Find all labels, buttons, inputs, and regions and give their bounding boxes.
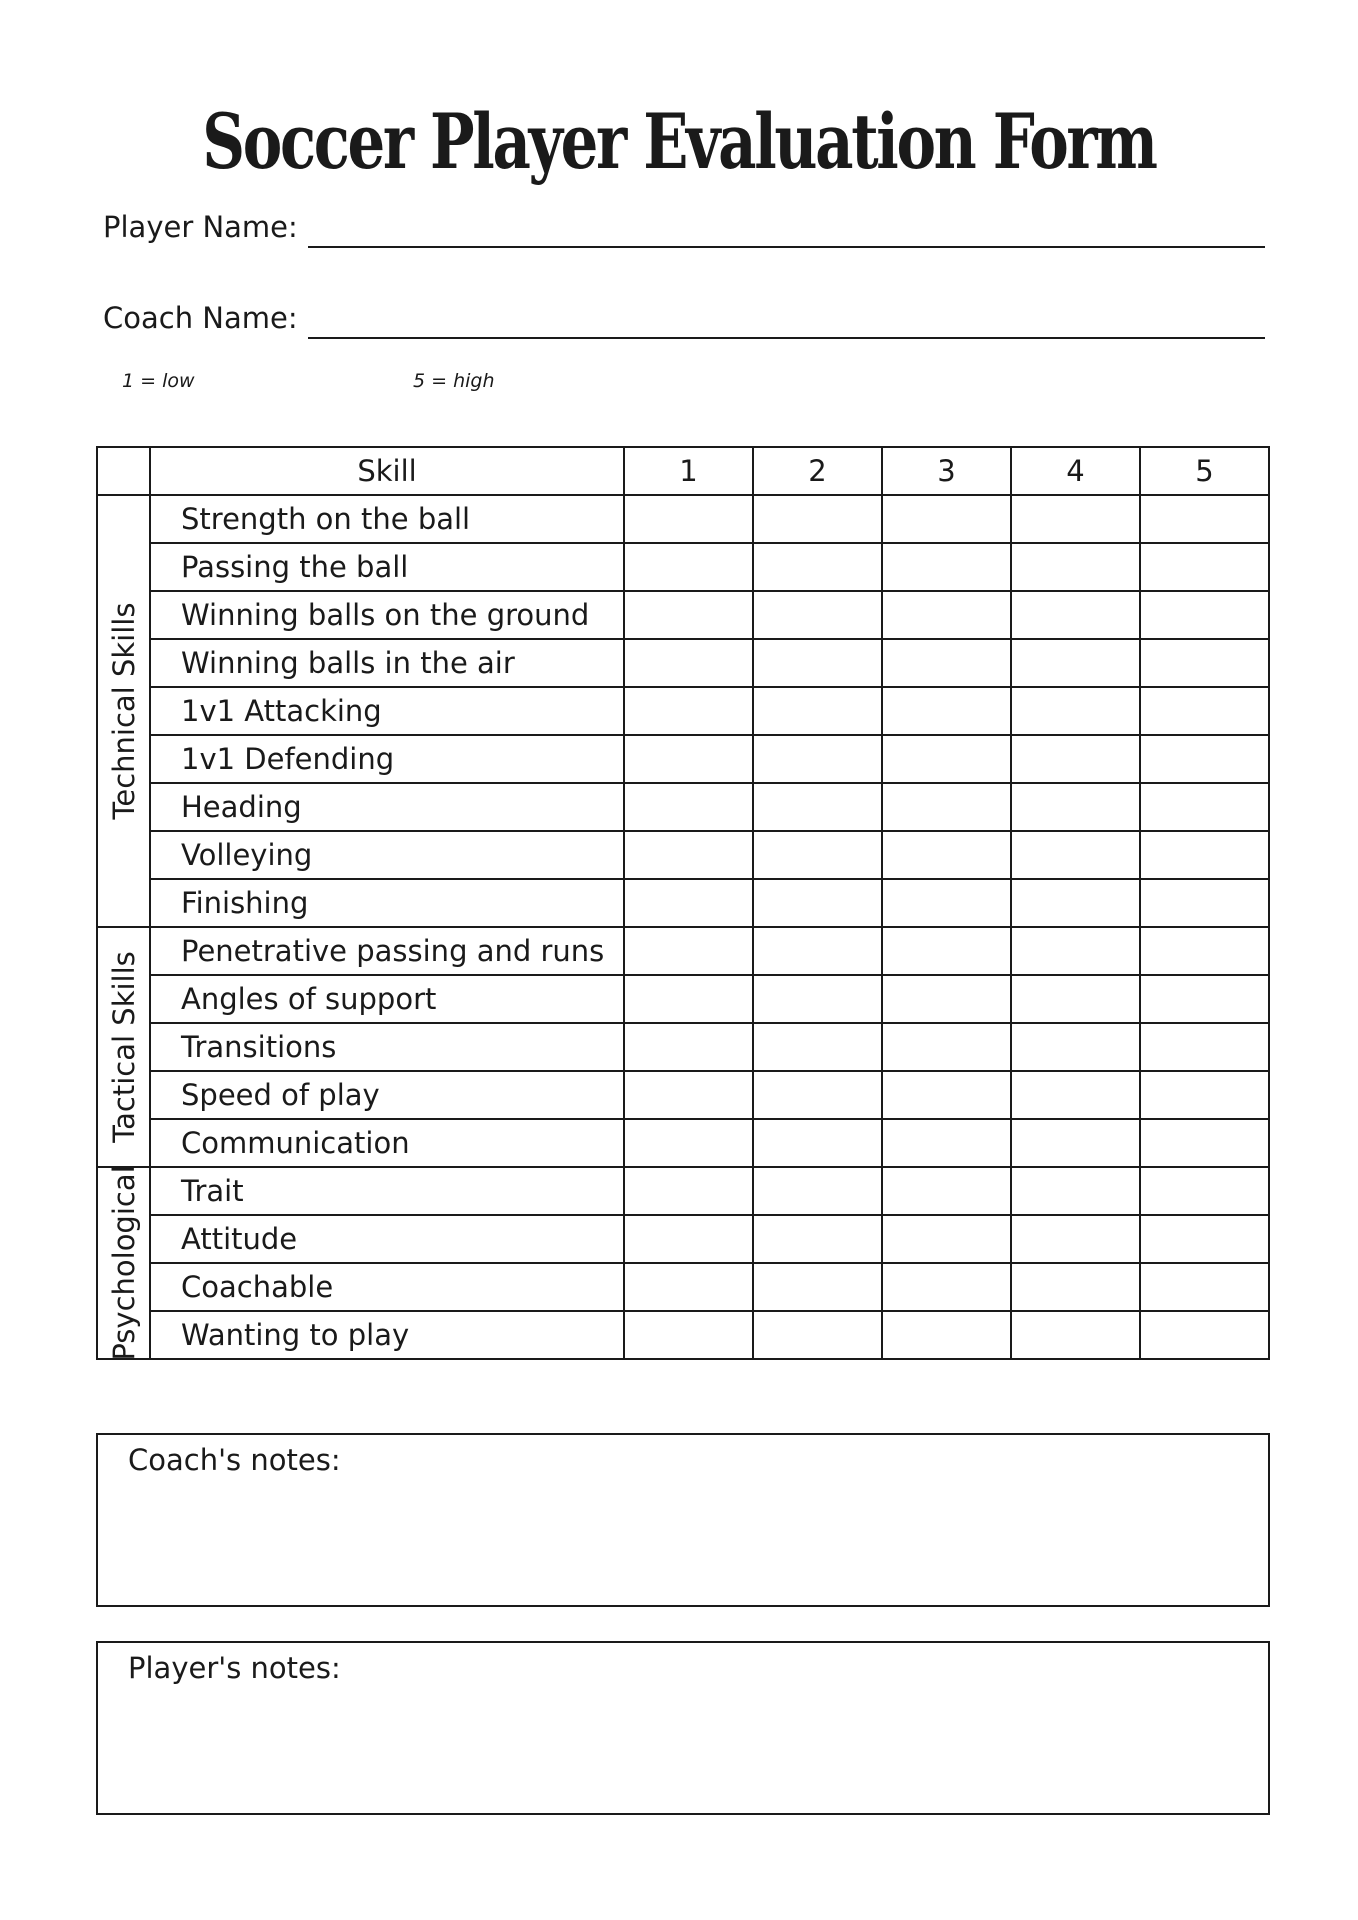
rating-cell[interactable] <box>1011 1071 1140 1119</box>
rating-cell[interactable] <box>1140 591 1269 639</box>
table-row <box>97 1263 1269 1311</box>
rating-cell[interactable] <box>1011 975 1140 1023</box>
rating-cell[interactable] <box>1011 1311 1140 1359</box>
rating-cell[interactable] <box>882 1167 1011 1215</box>
rating-cell[interactable] <box>753 735 882 783</box>
rating-cell[interactable] <box>624 1311 753 1359</box>
rating-cell[interactable] <box>1140 495 1269 543</box>
skill-name-cell: Heading <box>150 783 624 831</box>
rating-cell[interactable] <box>1011 591 1140 639</box>
rating-cell[interactable] <box>624 1119 753 1167</box>
table-row <box>97 1311 1269 1359</box>
rating-cell[interactable] <box>624 1071 753 1119</box>
page-title: Soccer Player Evaluation Form <box>202 97 1156 186</box>
rating-cell[interactable] <box>1011 1023 1140 1071</box>
rating-cell[interactable] <box>1011 879 1140 927</box>
table-row <box>97 639 1269 687</box>
coach-notes-label: Coach's notes: <box>128 1443 341 1477</box>
player-name-field <box>103 198 1265 248</box>
rating-cell[interactable] <box>1140 687 1269 735</box>
rating-cell[interactable] <box>882 1023 1011 1071</box>
rating-cell[interactable] <box>882 1071 1011 1119</box>
rating-cell[interactable] <box>882 495 1011 543</box>
rating-cell[interactable] <box>1011 1119 1140 1167</box>
table-row <box>97 1119 1269 1167</box>
coach-name-field <box>103 289 1265 339</box>
rating-cell[interactable] <box>882 1215 1011 1263</box>
table-row <box>97 687 1269 735</box>
rating-cell[interactable] <box>1140 975 1269 1023</box>
rating-cell[interactable] <box>753 1167 882 1215</box>
evaluation-table <box>96 446 1270 1360</box>
rating-cell[interactable] <box>882 543 1011 591</box>
rating-cell[interactable] <box>624 735 753 783</box>
rating-column-header: 2 <box>753 447 882 495</box>
rating-cell[interactable] <box>753 639 882 687</box>
skill-name-cell: Angles of support <box>150 975 624 1023</box>
rating-cell[interactable] <box>624 1023 753 1071</box>
skill-name-cell: Coachable <box>150 1263 624 1311</box>
rating-cell[interactable] <box>1011 783 1140 831</box>
rating-cell[interactable] <box>624 495 753 543</box>
table-row <box>97 831 1269 879</box>
rating-cell[interactable] <box>753 495 882 543</box>
skill-name-cell: Speed of play <box>150 1071 624 1119</box>
rating-cell[interactable] <box>753 687 882 735</box>
rating-cell[interactable] <box>882 687 1011 735</box>
rating-cell[interactable] <box>1011 735 1140 783</box>
rating-cell[interactable] <box>624 783 753 831</box>
rating-cell[interactable] <box>1140 1215 1269 1263</box>
table-row <box>97 495 1269 543</box>
skill-column-header: Skill <box>150 447 624 495</box>
rating-cell[interactable] <box>882 927 1011 975</box>
rating-cell[interactable] <box>624 1167 753 1215</box>
rating-cell[interactable] <box>753 591 882 639</box>
rating-cell[interactable] <box>1140 1119 1269 1167</box>
skill-name-cell: Penetrative passing and runs <box>150 927 624 975</box>
skill-name-cell: Finishing <box>150 879 624 927</box>
rating-cell[interactable] <box>624 831 753 879</box>
skill-group-cell <box>97 1167 150 1359</box>
rating-cell[interactable] <box>753 1119 882 1167</box>
rating-cell[interactable] <box>882 975 1011 1023</box>
table-row <box>97 927 1269 975</box>
rating-cell[interactable] <box>1140 1263 1269 1311</box>
table-row <box>97 1167 1269 1215</box>
table-row <box>97 591 1269 639</box>
rating-cell[interactable] <box>1140 543 1269 591</box>
rating-cell[interactable] <box>624 591 753 639</box>
rating-cell[interactable] <box>1011 927 1140 975</box>
rating-cell[interactable] <box>624 879 753 927</box>
rating-cell[interactable] <box>753 975 882 1023</box>
player-notes-label: Player's notes: <box>128 1651 341 1685</box>
rating-cell[interactable] <box>882 1311 1011 1359</box>
rating-cell[interactable] <box>1011 543 1140 591</box>
table-row <box>97 975 1269 1023</box>
scale-high-legend: 5 = high <box>413 370 495 392</box>
skill-name-cell: Communication <box>150 1119 624 1167</box>
table-row <box>97 735 1269 783</box>
rating-cell[interactable] <box>1011 639 1140 687</box>
rating-cell[interactable] <box>624 1215 753 1263</box>
rating-cell[interactable] <box>624 1263 753 1311</box>
scale-low-legend: 1 = low <box>122 370 195 392</box>
player-name-label: Player Name: <box>103 210 298 244</box>
skill-group-cell <box>97 927 150 1167</box>
skill-group-label: Tactical Skills <box>106 951 141 1143</box>
rating-cell[interactable] <box>624 927 753 975</box>
table-row <box>97 1215 1269 1263</box>
skill-name-cell: Attitude <box>150 1215 624 1263</box>
rating-column-header: 5 <box>1140 447 1269 495</box>
rating-cell[interactable] <box>882 639 1011 687</box>
rating-cell[interactable] <box>1011 1215 1140 1263</box>
skill-group-label: Psychological <box>106 1165 141 1361</box>
rating-cell[interactable] <box>624 639 753 687</box>
rating-cell[interactable] <box>1140 879 1269 927</box>
rating-cell[interactable] <box>1140 1071 1269 1119</box>
rating-cell[interactable] <box>1140 735 1269 783</box>
table-row <box>97 879 1269 927</box>
rating-cell[interactable] <box>882 879 1011 927</box>
rating-cell[interactable] <box>1140 639 1269 687</box>
rating-cell[interactable] <box>1140 1167 1269 1215</box>
rating-cell[interactable] <box>1011 831 1140 879</box>
skill-name-cell: Winning balls in the air <box>150 639 624 687</box>
rating-cell[interactable] <box>624 687 753 735</box>
rating-cell[interactable] <box>1011 687 1140 735</box>
rating-cell[interactable] <box>753 1263 882 1311</box>
rating-cell[interactable] <box>882 1263 1011 1311</box>
skill-name-cell: Transitions <box>150 1023 624 1071</box>
rating-column-header: 3 <box>882 447 1011 495</box>
table-row <box>97 1071 1269 1119</box>
player-name-input-line[interactable] <box>308 245 1265 248</box>
rating-cell[interactable] <box>753 543 882 591</box>
table-row <box>97 543 1269 591</box>
table-body <box>97 495 1269 1359</box>
rating-cell[interactable] <box>1140 783 1269 831</box>
rating-cell[interactable] <box>882 591 1011 639</box>
rating-cell[interactable] <box>753 1071 882 1119</box>
rating-cell[interactable] <box>1011 1167 1140 1215</box>
skill-name-cell: Winning balls on the ground <box>150 591 624 639</box>
rating-cell[interactable] <box>624 975 753 1023</box>
skill-name-cell: 1v1 Defending <box>150 735 624 783</box>
rating-cell[interactable] <box>753 783 882 831</box>
rating-cell[interactable] <box>882 831 1011 879</box>
skill-name-cell: Trait <box>150 1167 624 1215</box>
skill-group-cell <box>97 495 150 927</box>
table-header-row <box>97 447 1269 495</box>
rating-cell[interactable] <box>882 735 1011 783</box>
rating-cell[interactable] <box>753 1215 882 1263</box>
coach-name-label: Coach Name: <box>103 301 298 335</box>
rating-cell[interactable] <box>882 783 1011 831</box>
table-row <box>97 1023 1269 1071</box>
group-header-cell <box>97 447 150 495</box>
skill-name-cell: 1v1 Attacking <box>150 687 624 735</box>
rating-cell[interactable] <box>882 1119 1011 1167</box>
skill-group-label: Technical Skills <box>106 602 141 820</box>
skill-name-cell: Wanting to play <box>150 1311 624 1359</box>
skill-name-cell: Strength on the ball <box>150 495 624 543</box>
rating-cell[interactable] <box>624 543 753 591</box>
player-notes-box[interactable] <box>96 1641 1270 1815</box>
rating-cell[interactable] <box>1140 1023 1269 1071</box>
table-row <box>97 783 1269 831</box>
coach-name-input-line[interactable] <box>308 336 1265 339</box>
rating-cell[interactable] <box>1011 1263 1140 1311</box>
rating-cell[interactable] <box>1011 495 1140 543</box>
rating-cell[interactable] <box>1140 927 1269 975</box>
rating-cell[interactable] <box>753 1023 882 1071</box>
rating-cell[interactable] <box>753 879 882 927</box>
rating-cell[interactable] <box>1140 1311 1269 1359</box>
skill-name-cell: Volleying <box>150 831 624 879</box>
rating-column-header: 1 <box>624 447 753 495</box>
coach-notes-box[interactable] <box>96 1433 1270 1607</box>
rating-column-header: 4 <box>1011 447 1140 495</box>
skill-name-cell: Passing the ball <box>150 543 624 591</box>
rating-cell[interactable] <box>753 927 882 975</box>
rating-cell[interactable] <box>1140 831 1269 879</box>
rating-cell[interactable] <box>753 1311 882 1359</box>
rating-cell[interactable] <box>753 831 882 879</box>
